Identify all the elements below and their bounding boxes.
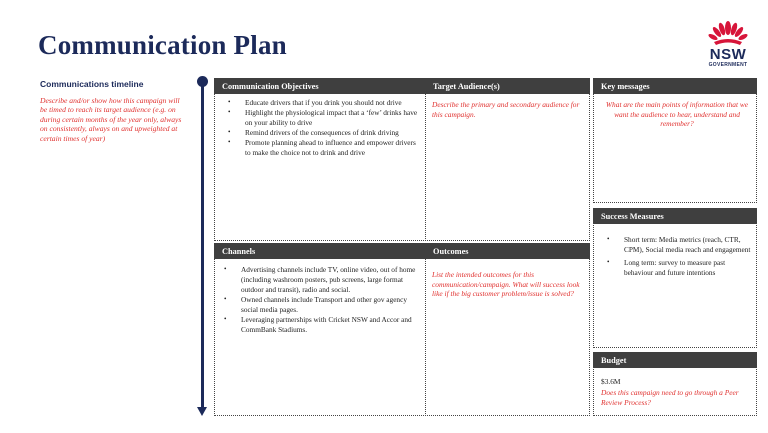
waratah-icon [708, 20, 748, 48]
budget-header: Budget [593, 352, 757, 368]
list-item: • Owned channels include Transport and other gov agency social media pages. [224, 295, 422, 315]
list-item: • Advertising channels include TV, online video, out of home (including washroom posters, pub screens, large format outdoor and transit), radio and social. [224, 265, 422, 295]
logo-subtext: GOVERNMENT [708, 62, 748, 68]
objectives-list [228, 98, 418, 158]
list-item: • Long term: survey to measure past behaviour and future intentions [607, 258, 753, 278]
success-list [607, 235, 753, 278]
audience-prompt: Describe the primary and secondary audience for this campaign. [432, 100, 580, 119]
page-title: Communication Plan [38, 30, 287, 60]
key-messages-header: Key messages [593, 78, 757, 94]
list-item: • Remind drivers of the consequences of drink driving [228, 128, 418, 138]
list-item: • Leveraging partnerships with Cricket NSW and Accor and CommBank Stadiums. [224, 315, 422, 335]
channels-header: Channels [214, 243, 426, 259]
logo-text: NSW [709, 46, 747, 63]
list-item: • Promote planning ahead to influence and empower drivers to make the choice not to drink and drive [228, 138, 418, 158]
outcomes-prompt: List the intended outcomes for this communication/campaign. What will success look like if the big customer problem/issue is solved? [432, 270, 580, 299]
objectives-header: Communication Objectives [214, 78, 426, 94]
budget-value: $3.6M [601, 377, 621, 386]
outcomes-header: Outcomes [425, 243, 590, 259]
success-panel [593, 208, 757, 348]
timeline-start-dot [197, 76, 208, 87]
timeline-description: Describe and/or show how this campaign will be timed to reach its target audience (e.g. on during certain months of the year only, always on consistently, always on and upweighted at certain times of year) [40, 96, 182, 143]
outcomes-panel [425, 243, 590, 416]
key-messages-panel [593, 78, 757, 203]
timeline-arrow-line [201, 82, 204, 409]
list-item: • Short term: Media metrics (reach, CTR, CPM), Social media reach and engagement [607, 235, 753, 255]
timeline-heading: Communications timeline [40, 79, 144, 89]
key-messages-prompt: What are the main points of information that we want the audience to hear, understand and remember? [605, 100, 749, 129]
audience-header: Target Audience(s) [425, 78, 590, 94]
budget-prompt: Does this campaign need to go through a Peer Review Process? [601, 388, 739, 407]
list-item: • Educate drivers that if you drink you should not drive [228, 98, 418, 108]
timeline-arrowhead-icon [197, 407, 207, 416]
list-item: • Highlight the physiological impact that a ‘few’ drinks have on your ability to drive [228, 108, 418, 128]
success-header: Success Measures [593, 208, 757, 224]
nsw-government-logo [700, 20, 756, 70]
channels-list [224, 265, 422, 335]
